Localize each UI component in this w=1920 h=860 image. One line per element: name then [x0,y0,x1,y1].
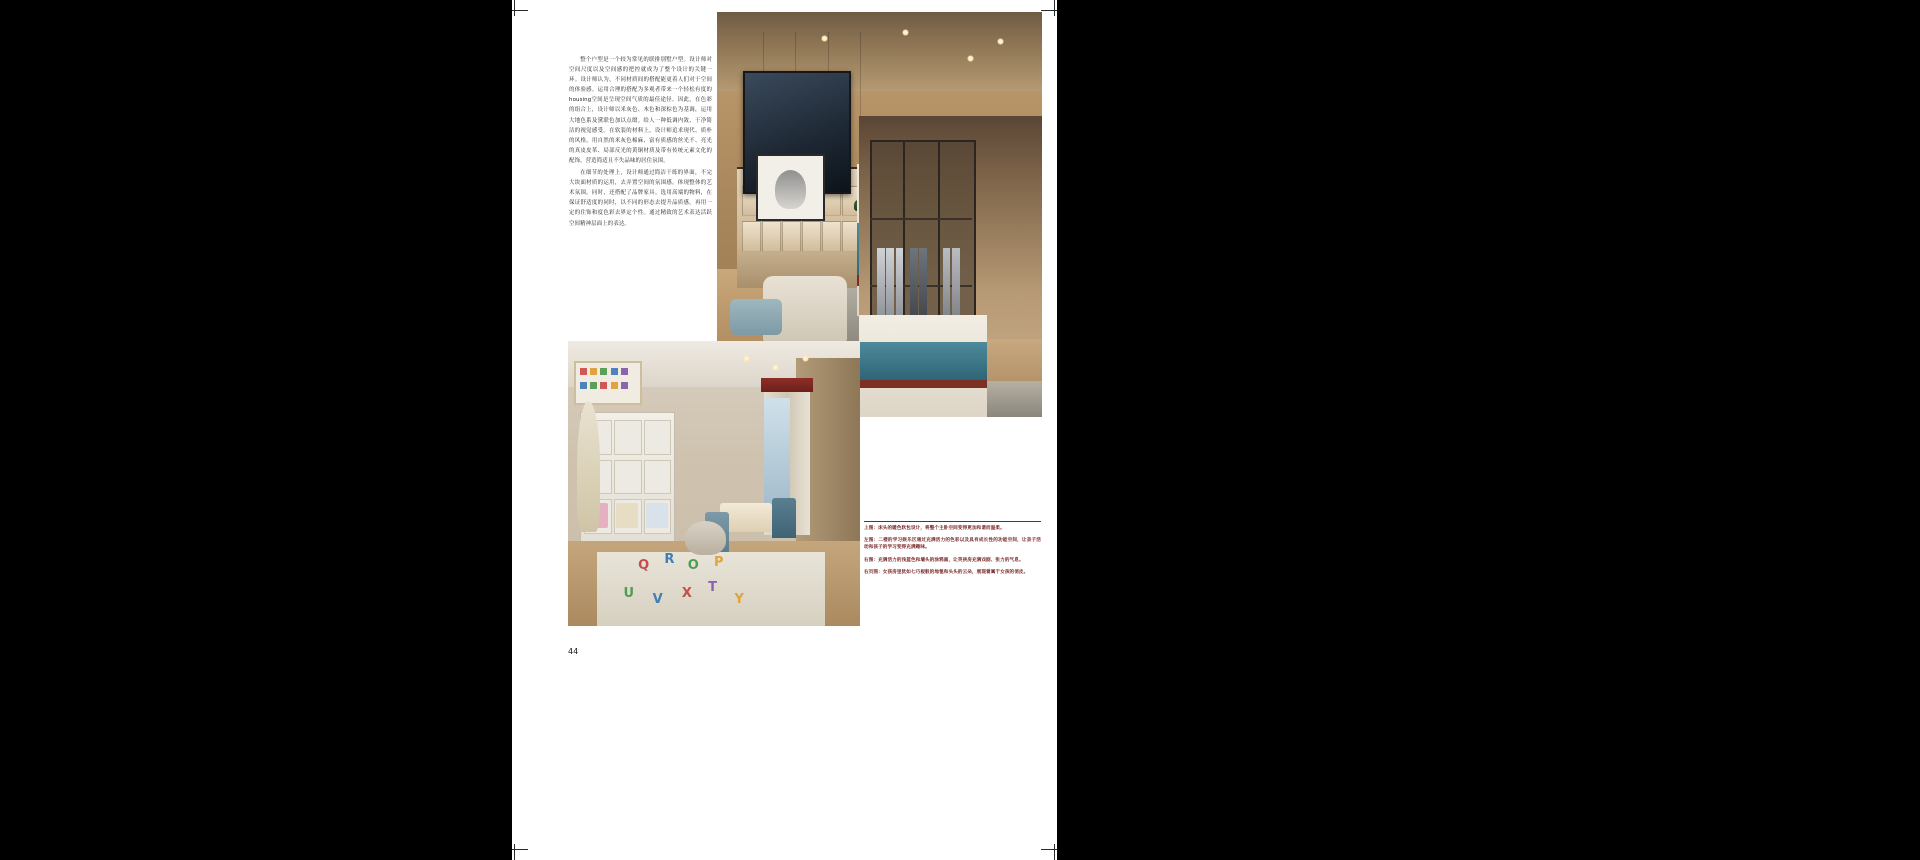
closet-photo [859,116,1042,417]
trim-mark-right-bottom [1041,849,1057,850]
caption-2: 左图：二楼的学习娱乐区通过充满活力的色彩以及具有成长性的功能空间，让亲子活动和孩子的学习变得充满趣味。 [864,538,1041,551]
body-paragraph-1-text: 整个户型是一个较为常见的联排别墅户型。设计师对空间尺度以及空间感的把控就成为了整个设计的关键一环。设计师认为，不同材质间的搭配能更着人们对于空间的体验感。运用合理的搭配为多观者带来一个轻松有度的housing空间是呈现空间气质的最佳途径。因此，在色彩的组合上，设计师以米灰色、木色和深棕色为基调，运用大地色系及黛联色加以点缀。给人一种低调内敛、干净简洁的视觉感受。在软装的材料上，设计师追求现代、质朴的风格，用自然的米灰色棉麻、富有质感的丝光不、亮光的真皮皮革、局部反光的黄铜材质及带有传统元素文化的配饰，营造简适且不失品味的居住氛围。 [569,57,712,164]
trim-mark-bottom-right [1054,844,1055,860]
trim-mark-top-right [1054,0,1055,16]
trim-mark-left-top [512,10,528,11]
caption-block [864,521,1041,581]
caption-4: 右页图：女孩房里犹如七巧板般的地毯和头头的云朵，展现着属于女孩的俏皮。 [864,569,1029,575]
body-text-column [569,55,712,229]
body-paragraph-2-text: 在细节的处理上，设计师通过简洁干练的界面，不完大块面材质的运用，去弄置空间的氛围感。体现整体的艺术氛围。同时，还搭配了品牌家具。选用高端的物料，在保证舒适度的同时，以不同的形态去提升品质感。再用一定的住饰和度色彩去界定个性。通过精致的艺术表达活跃空间精神层面上的表达。 [569,170,712,227]
kids-room-photo: Q R O P U V X T Y [568,341,860,626]
magazine-page [512,0,1057,860]
body-paragraph-1 [569,55,712,166]
caption-divider [864,521,1041,522]
trim-mark-left-bottom [512,849,528,850]
trim-mark-right-top [1041,10,1057,11]
caption-3: 右图：充满活力的浅蓝色和墙头的涂鸦画，让英侠房充满戏剧、张力的气息。 [864,557,1024,563]
body-paragraph-2 [569,168,712,229]
trim-mark-top-left [514,0,515,16]
page-number: 44 [568,647,579,656]
trim-mark-bottom-left [514,844,515,860]
caption-1: 上图：床头的暖色软包设计，将整个主卧空间变得更加和谐而温柔。 [864,526,1005,531]
